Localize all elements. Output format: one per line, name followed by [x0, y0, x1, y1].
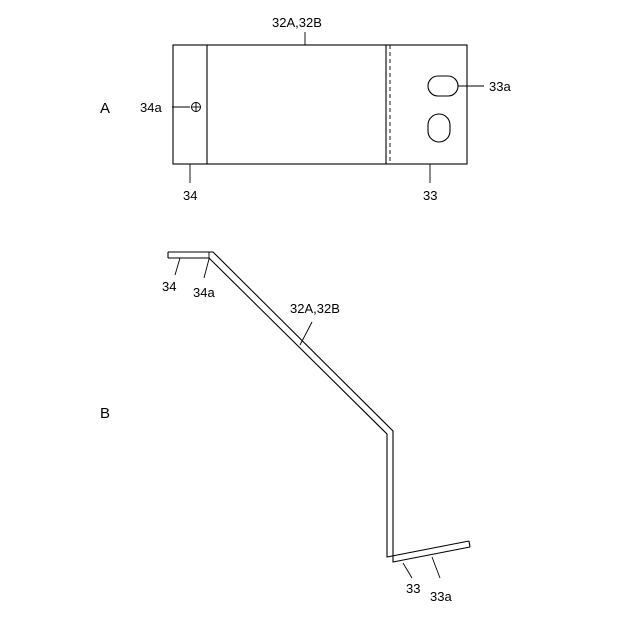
- label-34-a: 34: [183, 188, 198, 203]
- label-34a-b: 34a: [193, 285, 215, 300]
- panel-a-group: [100, 15, 511, 203]
- slot-lower: [428, 114, 450, 142]
- panel-label-b: B: [100, 405, 111, 422]
- panel-b-group: [100, 252, 470, 604]
- label-33-a: 33: [423, 188, 438, 203]
- label-32ab-a: 32A,32B: [272, 15, 322, 30]
- profile-cap-right: [469, 541, 470, 547]
- leader-33-b: [403, 563, 412, 578]
- label-32ab-b: 32A,32B: [290, 301, 340, 316]
- label-34a-a: 34a: [140, 100, 162, 115]
- label-33a-b: 33a: [430, 589, 452, 604]
- label-33-b: 33: [406, 581, 421, 596]
- leader-34-b: [175, 258, 180, 275]
- leader-33a-b: [432, 557, 440, 578]
- bracket-plan-outline: [173, 45, 467, 164]
- leader-34a-b: [204, 259, 209, 278]
- label-34-b: 34: [162, 279, 177, 294]
- slot-upper: [428, 76, 458, 96]
- label-33a-a: 33a: [489, 79, 511, 94]
- panel-label-a: A: [100, 100, 111, 117]
- leader-32ab-b: [300, 322, 312, 345]
